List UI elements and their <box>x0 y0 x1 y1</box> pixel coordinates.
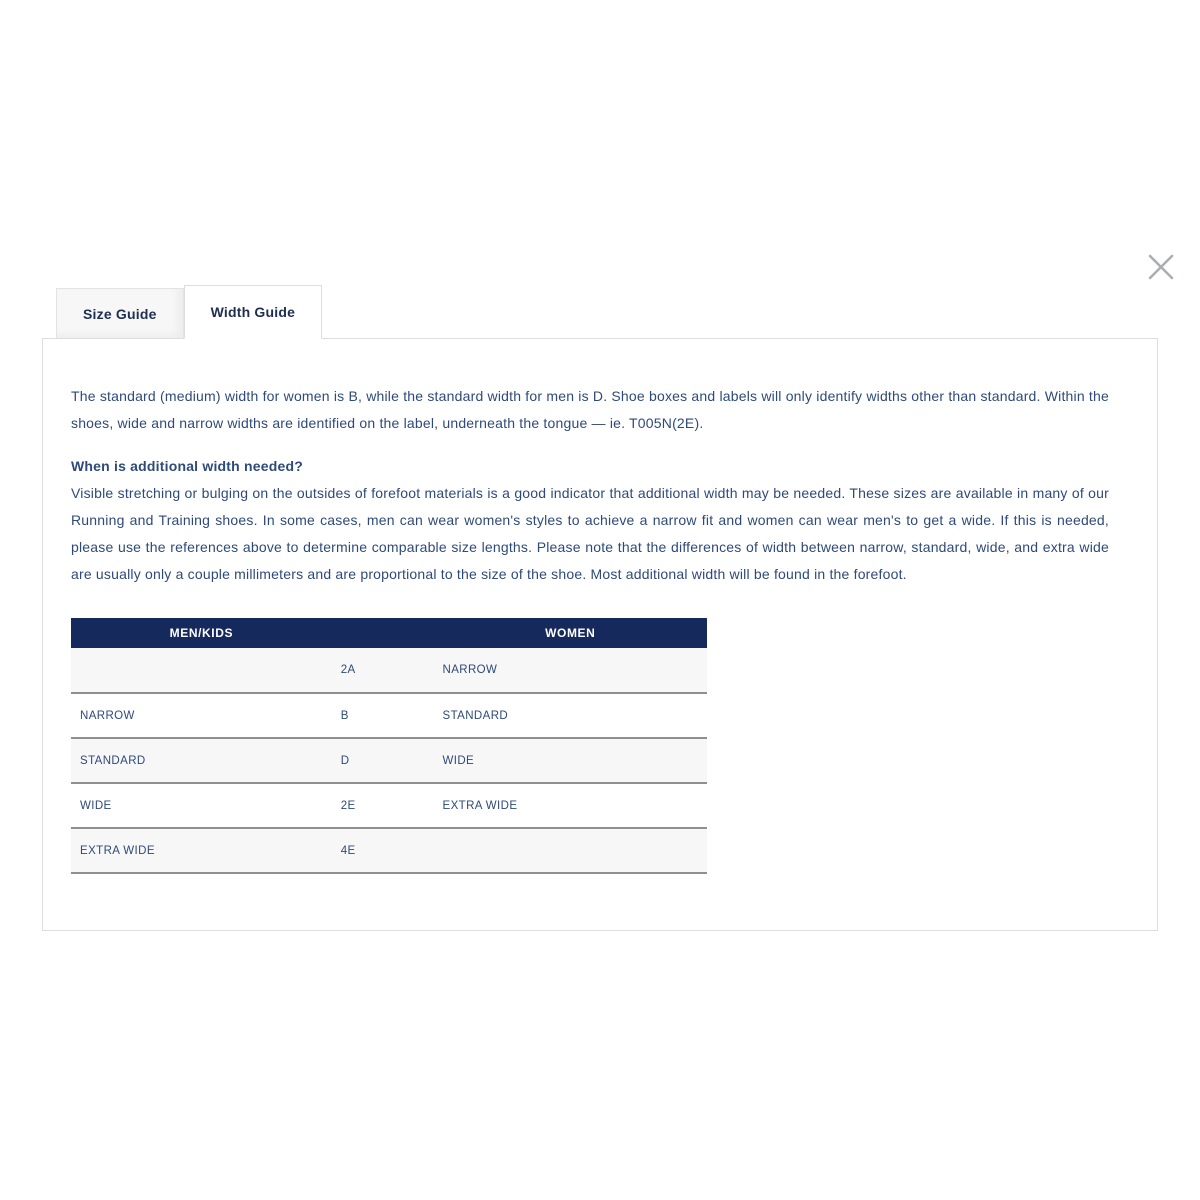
body-paragraph: Visible stretching or bulging on the outsides of forefoot materials is a good indicator that additional width may be needed. These sizes are available in many of our Running and Training shoes. In some cases, men can wear women's styles to achieve a narrow fit and women can wear men's to get a wide. If this is needed, please use the references above to determine comparable size lengths. Please note that the differences of width between narrow, standard, wide, and extra wide are usually only a couple millimeters and are proportional to the size of the shoe. Most additional width will be found in the forefoot. <box>71 485 1109 582</box>
close-button[interactable] <box>1146 252 1176 282</box>
tab-width-guide[interactable] <box>184 285 323 339</box>
cell-code: 4E <box>332 828 434 873</box>
tab-bar <box>42 285 1158 338</box>
table-row <box>71 738 707 783</box>
width-guide-content <box>42 338 1158 931</box>
additional-width-section <box>71 453 1109 588</box>
cell-men: WIDE <box>71 783 332 828</box>
tab-width-guide-label: Width Guide <box>210 304 296 320</box>
cell-women: STANDARD <box>434 693 708 738</box>
cell-code: B <box>332 693 434 738</box>
header-code-spacer <box>332 618 434 648</box>
cell-men: STANDARD <box>71 738 332 783</box>
table-row <box>71 783 707 828</box>
table-row <box>71 648 707 693</box>
tab-size-guide-label: Size Guide <box>83 305 157 322</box>
cell-code: 2E <box>332 783 434 828</box>
size-width-guide-modal <box>42 285 1158 931</box>
width-conversion-table <box>71 618 707 874</box>
cell-code: D <box>332 738 434 783</box>
cell-men <box>71 648 332 693</box>
cell-women: WIDE <box>434 738 708 783</box>
close-icon <box>1146 252 1176 282</box>
intro-paragraph: The standard (medium) width for women is B, while the standard width for men is D. Shoe boxes and labels will only identify widths other than standard. Within the shoes, wide and narrow widths are identified on the label, underneath the tongue — ie. T005N(2E). <box>71 388 1109 431</box>
header-women: WOMEN <box>434 618 708 648</box>
cell-women: EXTRA WIDE <box>434 783 708 828</box>
cell-men: EXTRA WIDE <box>71 828 332 873</box>
cell-women <box>434 828 708 873</box>
header-men-kids: MEN/KIDS <box>71 618 332 648</box>
cell-code: 2A <box>332 648 434 693</box>
table-row <box>71 828 707 873</box>
cell-women: NARROW <box>434 648 708 693</box>
tab-size-guide[interactable] <box>56 288 184 338</box>
cell-men: NARROW <box>71 693 332 738</box>
table-row <box>71 693 707 738</box>
section-heading: When is additional width needed? <box>71 458 303 474</box>
table-header-row <box>71 618 707 648</box>
